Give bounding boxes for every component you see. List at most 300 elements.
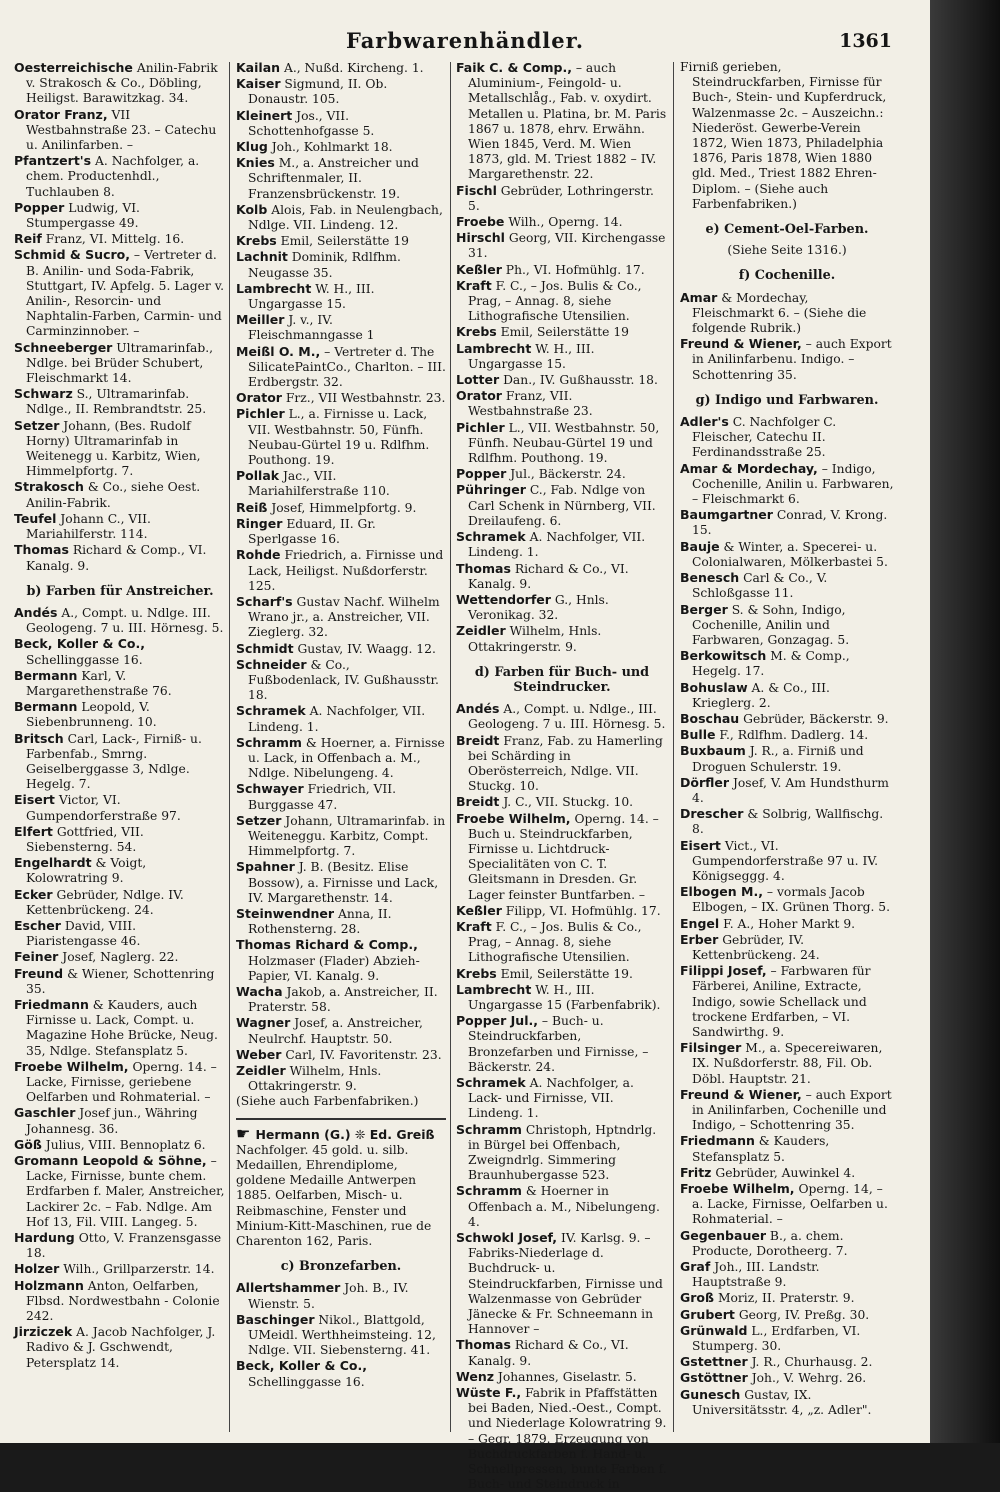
entry-details: W. H., III. Ungargasse 15.: [468, 341, 595, 371]
directory-entry: [14, 511, 226, 542]
directory-entry: [236, 500, 446, 516]
entry-name: Kolb: [236, 201, 268, 217]
entry-name: Froebe: [456, 214, 505, 230]
entry-name: Froebe Wilhelm,: [14, 1058, 129, 1074]
entry-name: Popper: [14, 199, 65, 215]
entry-name: Strakosch: [14, 479, 84, 495]
directory-entry: [236, 781, 446, 812]
entry-details: W. H., III. Ungargasse 15.: [248, 281, 375, 312]
entry-details: Franz, VII. Westbahnstraße 23.: [468, 389, 593, 419]
entry-details: F. C., – Jos. Bulis & Co., Prag, – Annag. 8, siehe Lithografische Utensilien.: [468, 919, 642, 965]
entry-details: Gustav, IV. Waagg. 12.: [297, 641, 436, 656]
entry-details: Emil, Seilerstätte 19: [500, 325, 629, 340]
entry-details: – auch Export in Anilinfarben, Cochenille und Indigo, – Schottenring 35.: [692, 1087, 892, 1133]
directory-entry: [236, 641, 446, 657]
entry-name: Froebe Wilhelm,: [680, 1181, 795, 1197]
cross-reference-note: (Siehe Seite 1316.): [727, 243, 847, 258]
entry-details: Friedrich, a. Firnisse und Lack, Heiligst. Nußdorferstr. 125.: [248, 548, 444, 593]
directory-entry: [680, 1259, 894, 1290]
entry-details: C. Nachfolger C. Fleischer, Catechu II. Ferdinandsstraße 25.: [692, 415, 837, 460]
directory-entry: [236, 1280, 446, 1311]
entry-details: Gottfried, VII. Siebensterng. 54.: [26, 824, 144, 854]
entry-details: A. Nachfolger, a. Lack- und Firnisse, VII. Lindeng. 1.: [468, 1076, 634, 1121]
entry-name: Gstöttner: [680, 1370, 748, 1386]
entry-name: Jirziczek: [14, 1324, 73, 1340]
entry-details: & Solbrig, Wallfischg. 8.: [692, 807, 884, 837]
entry-details: Joh. B., IV. Wienstr. 5.: [248, 1281, 409, 1311]
directory-entry: [680, 727, 894, 743]
directory-entry: [14, 1105, 226, 1136]
section-heading: e) Cement-Oel-Farben.: [705, 222, 869, 238]
entry-details: Carl, IV. Favoritenstr. 23.: [285, 1047, 442, 1062]
entry-name: Erber: [680, 931, 719, 947]
entry-name: Gstettner: [680, 1354, 748, 1370]
entry-details: & Hoerner, a. Firnisse u. Lack, in Offenbach a. M., Ndlge. Nibelungeng. 4.: [248, 735, 445, 781]
entry-name: Fritz: [680, 1164, 712, 1180]
directory-entry: [14, 636, 226, 667]
directory-entry: [236, 406, 446, 468]
directory-entry: [236, 859, 446, 906]
entry-details: Josef, V. Am Hundsthurm 4.: [692, 775, 889, 805]
entry-details: A. Nachfolger, VII. Lindeng. 1.: [248, 704, 426, 734]
directory-entry: [236, 155, 446, 202]
directory-entry: [680, 1087, 894, 1134]
directory-entry: [680, 648, 894, 679]
entry-name: Schmid & Sucro,: [14, 247, 130, 263]
entry-details: Richard & Comp., VI. Kanalg. 9.: [26, 543, 207, 573]
entry-details: Dan., IV. Gußhausstr. 18.: [503, 373, 658, 388]
directory-entry: [14, 418, 226, 480]
entry-details: Gebrüder, Auwinkel 4.: [715, 1165, 856, 1180]
entry-details: Franz, VI. Mittelg. 16.: [45, 232, 185, 247]
entry-name: Friedmann: [680, 1133, 755, 1149]
entry-details: Wilh., Operng. 14.: [508, 215, 623, 230]
section-heading: g) Indigo und Farbwaren.: [695, 392, 879, 408]
directory-entry: [456, 372, 668, 388]
entry-details: Schellinggasse 16.: [26, 652, 143, 667]
entry-details: Wilhelm, Hnls. Ottakringerstr. 9.: [248, 1064, 382, 1094]
directory-entry: [14, 1230, 226, 1261]
entry-details: Victor, VI. Gumpendorferstraße 97.: [26, 793, 181, 823]
directory-entry: [456, 561, 668, 592]
entry-name: Andés: [14, 604, 58, 620]
entry-details: Georg, IV. Preßg. 30.: [738, 1307, 870, 1322]
entry-name: Reiß: [236, 499, 268, 515]
entry-name: Eisert: [14, 792, 55, 808]
entry-details: Wilhelm, Hnls. Ottakringerstr. 9.: [468, 624, 602, 654]
entry-name: Knies: [236, 155, 275, 171]
entry-details: Johann, (Bes. Rudolf Horny) Ultramarinfab in Weitenegg u. Karbitz, Wien, Himmelpfortg. 7.: [26, 418, 201, 479]
directory-entry: [14, 231, 226, 247]
directory-entry: [680, 539, 894, 570]
continuation-text: Firniß gerieben, Steindruckfarben, Firnisse für Buch-, Stein- und Kupferdruck, Walzenmasse 2c. – Auszeichn.: Niederöst. Gewerbe-Verein 1872, Wien 1873, Philadelphia 1876, Paris 1878, Wien 1880 gld. Med., Triest 1882 Ehren-Diplom. – (Siehe auch Farbenfabriken.): [680, 60, 887, 211]
entry-details: L., Erdfarben, VI. Stumperg. 30.: [692, 1323, 861, 1354]
entry-name: Popper: [456, 466, 507, 482]
directory-entry: [456, 278, 668, 325]
entry-name: Pollak: [236, 468, 280, 484]
entry-name: Klug: [236, 139, 268, 155]
entry-name: Schwarz: [14, 386, 73, 402]
entry-name: Krebs: [456, 965, 497, 981]
entry-name: Elbogen M.,: [680, 884, 763, 900]
directory-entry: [14, 107, 226, 154]
entry-details: Richard & Co., VI. Kanalg. 9.: [468, 561, 629, 591]
entry-details: A. Nachfolger, a. chem. Productenhdl., Tuchlauben 8.: [26, 154, 200, 199]
entry-details: – Indigo, Cochenille, Anilin u. Farbwaren, – Fleischmarkt 6.: [692, 461, 894, 507]
entry-name: Baschinger: [236, 1311, 315, 1327]
directory-entry: [456, 811, 668, 903]
entry-details: Joh., V. Wehrg. 26.: [751, 1371, 867, 1386]
entry-details: Gustav, IX. Universitätsstr. 4, „z. Adler".: [692, 1387, 872, 1417]
entry-details: Jac., VII. Mariahilferstraße 110.: [248, 469, 390, 499]
entry-details: & Voigt, Kolowratring 9.: [26, 856, 147, 886]
directory-entry: [680, 884, 894, 915]
directory-entry: [14, 824, 226, 855]
entry-name: Wüste F.,: [456, 1385, 522, 1401]
entry-details: Joh., III. Landstr. Hauptstraße 9.: [692, 1260, 820, 1290]
entry-name: Göß: [14, 1136, 42, 1152]
entry-name: Fischl: [456, 182, 497, 198]
entry-details: M., a. Anstreicher und Schriftenmaler, II. Franzensbrückenstr. 19.: [248, 156, 419, 201]
directory-entry: [680, 290, 894, 337]
entry-details: Operng. 14, – a. Lacke, Firnisse, Oelfarben u. Rohmaterial. –: [692, 1182, 888, 1227]
column-3: [456, 60, 668, 1492]
entry-details: Dominik, Rdlfhm. Neugasse 35.: [248, 250, 401, 280]
book-gutter: [930, 0, 1000, 1443]
entry-name: Graf: [680, 1259, 711, 1275]
entry-details: Franz, Fab. zu Hamerling bei Schärding in Oberösterreich, Ndlge. VII. Stuckg. 10.: [468, 733, 663, 794]
directory-entry: [236, 1358, 446, 1389]
entry-details: Operng. 14. – Lacke, Firnisse, geriebene Oelfarben und Rohmaterial. –: [26, 1059, 217, 1105]
entry-name: Britsch: [14, 730, 64, 746]
entry-name: Orator: [456, 388, 502, 404]
entry-name: Groß: [680, 1290, 715, 1306]
entry-details: Emil, Seilerstätte 19: [280, 234, 409, 249]
column-1: [14, 60, 226, 1435]
directory-entry: [456, 214, 668, 230]
directory-entry: [14, 153, 226, 200]
directory-entry: [236, 344, 446, 391]
directory-entry: [680, 1370, 894, 1386]
directory-entry: [236, 249, 446, 280]
directory-entry: [14, 60, 226, 107]
entry-name: Weber: [236, 1046, 282, 1062]
entry-details: Carl & Co., V. Schloßgasse 11.: [692, 571, 828, 601]
directory-entry: [680, 1307, 894, 1323]
entry-details: Ph., VI. Hofmühlg. 17.: [505, 262, 645, 277]
entry-name: Grubert: [680, 1306, 735, 1322]
directory-entry: [236, 547, 446, 594]
entry-details: Anna, II. Rothensterng. 28.: [248, 906, 392, 937]
entry-name: Lambrecht: [456, 340, 532, 356]
entry-details: IV. Karlsg. 9. – Fabriks-Niederlage d. Buchdruck- u. Steindruckfarben, Firnisse und Walzenmasse von Gebrüder Jänecke & Fr. Schneemann in Hannover –: [468, 1231, 663, 1337]
entry-name: Filsinger: [680, 1040, 742, 1056]
entry-details: – Vertreter d. The SilicatePaintCo., Charlton. – III. Erdbergstr. 32.: [248, 344, 446, 390]
entry-details: Georg, VII. Kirchengasse 31.: [468, 231, 666, 261]
entry-details: Wilh., Grillparzerstr. 14.: [63, 1262, 215, 1277]
continuation-text: (Siehe auch Farbenfabriken.): [236, 1094, 419, 1109]
directory-entry: [680, 461, 894, 508]
entry-name: Popper Jul.,: [456, 1013, 538, 1029]
entry-name: Hardung: [14, 1230, 75, 1246]
entry-details: Nachfolger. 45 gold. u. silb. Medaillen, Ehrendiplome, goldene Medaille Antwerpen 1885. Oelfarben, Misch- u. Reibmaschine, Fenster und Minium-Kitt-Maschinen, rue de Charenton 162, Paris.: [236, 1142, 432, 1249]
entry-name: Grünwald: [680, 1322, 748, 1338]
directory-entry: [456, 1122, 668, 1184]
entry-name: Bermann: [14, 667, 78, 683]
entry-details: Josef, Naglerg. 22.: [62, 950, 179, 965]
directory-entry: [680, 1290, 894, 1306]
directory-entry: [456, 529, 668, 560]
entry-details: J. B. (Besitz. Elise Bossow), a. Firnisse und Lack, IV. Margarethenstr. 14.: [248, 860, 439, 905]
entry-name: Beck, Koller & Co.,: [236, 1358, 367, 1374]
entry-details: A. & Co., III. Krieglerg. 2.: [692, 680, 830, 710]
directory-entry: [236, 1312, 446, 1359]
entry-details: Josef, a. Anstreicher, Neulrchf. Hauptstr. 50.: [248, 1016, 423, 1046]
entry-name: Bauje: [680, 538, 720, 554]
directory-entry: [456, 623, 668, 654]
column-2: [236, 60, 446, 1435]
directory-entry: [14, 855, 226, 886]
entry-name: Kleinert: [236, 107, 293, 123]
entry-name: Wettendorfer: [456, 591, 551, 607]
directory-entry: [456, 482, 668, 529]
directory-entry: [456, 324, 668, 340]
entry-name: Schramek: [456, 1075, 526, 1090]
entry-name: Thomas Richard & Comp.,: [236, 937, 418, 953]
entry-name: Gaschler: [14, 1105, 76, 1121]
entry-name: Benesch: [680, 570, 740, 586]
section-heading: d) Farben für Buch- und Steindrucker.: [474, 664, 650, 695]
entry-details: M. & Comp., Hegelg. 17.: [692, 649, 850, 679]
entry-name: Ecker: [14, 886, 53, 902]
directory-entry: [236, 594, 446, 641]
column-rule: [673, 62, 674, 1432]
entry-details: & Co., siehe Oest. Anilin-Fabrik.: [26, 480, 201, 510]
entry-name: Andés: [456, 701, 500, 717]
entry-details: & Kauders, auch Firnisse u. Lack, Compt. u. Magazine Hohe Brücke, Neug. 35, Ndlge. Stefansplatz 5.: [26, 997, 218, 1058]
entry-details: Josef, Himmelpfortg. 9.: [271, 500, 417, 515]
directory-entry: [14, 1059, 226, 1106]
entry-details: Emil, Seilerstätte 19.: [500, 966, 633, 981]
section-heading: f) Cochenille.: [738, 268, 836, 284]
entry-name: Reif: [14, 231, 42, 247]
directory-entry: [236, 1047, 446, 1063]
directory-entry: [14, 792, 226, 823]
entry-name: Holzer: [14, 1261, 60, 1277]
entry-details: Filipp, VI. Hofmühlg. 17.: [505, 903, 661, 918]
entry-name: Meiller: [236, 312, 285, 328]
page-number: 1361: [839, 30, 892, 52]
entry-details: Sigmund, II. Ob. Donaustr. 105.: [248, 77, 388, 107]
column-4: [680, 60, 894, 1435]
entry-name: Orator Franz,: [14, 106, 108, 122]
entry-details: S. & Sohn, Indigo, Cochenille, Anilin und Farbwaren, Gonzagag. 5.: [692, 602, 850, 647]
entry-name: Eisert: [680, 837, 721, 853]
entry-name: Lambrecht: [236, 280, 312, 296]
directory-entry: [236, 108, 446, 139]
directory-entry: [680, 711, 894, 727]
entry-details: David, VIII. Piaristengasse 46.: [26, 918, 141, 949]
entry-name: Gunesch: [680, 1386, 741, 1402]
entry-details: Carl, Lack-, Firniß- u. Farbenfab., Smrng. Geiselberggasse 3, Ndlge. Hegelg. 7.: [26, 731, 202, 792]
entry-name: Pfantzert's: [14, 153, 92, 169]
entry-name: Froebe Wilhelm,: [456, 810, 571, 826]
entry-name: Dörfler: [680, 774, 730, 790]
entry-details: A., Compt. u. Ndlge., III. Geologeng. 7 u. III. Hörnesg. 5.: [468, 702, 666, 732]
entry-details: L., VII. Westbahnstr. 50, Fünfh. Neubau-Gürtel 19 und Rdlfhm. Pouthong. 19.: [468, 420, 660, 466]
entry-details: Julius, VIII. Bennoplatz 6.: [45, 1137, 206, 1152]
entry-details: Gustav Nachf. Wilhelm Wrano jr., a. Anstreicher, VII. Zieglerg. 32.: [248, 594, 440, 640]
directory-entry: [456, 1369, 668, 1385]
directory-entry: [680, 1228, 894, 1259]
entry-name: Schramm: [456, 1183, 522, 1199]
entry-details: A., Compt. u. Ndlge. III. Geologeng. 7 u. III. Hörnesg. 5.: [26, 605, 224, 636]
directory-entry: [680, 1354, 894, 1370]
entry-name: Schramm: [236, 734, 302, 750]
directory-entry: [456, 1183, 668, 1230]
entry-name: Allertshammer: [236, 1280, 341, 1296]
directory-entry: [14, 1324, 226, 1371]
directory-entry: [236, 139, 446, 155]
column-rule: [450, 62, 451, 1432]
entry-name: Holzmann: [14, 1277, 84, 1293]
entry-name: Baumgartner: [680, 507, 773, 523]
entry-name: Escher: [14, 917, 61, 933]
entry-name: Bermann: [14, 699, 78, 715]
directory-entry: [14, 605, 226, 636]
directory-entry: [236, 657, 446, 704]
directory-entry: [456, 966, 668, 982]
entry-name: Wenz: [456, 1368, 494, 1384]
entry-details: Moriz, II. Praterstr. 9.: [717, 1291, 855, 1306]
directory-entry: [14, 1261, 226, 1277]
entry-name: Krebs: [236, 233, 277, 249]
directory-entry: [456, 592, 668, 623]
entry-name: Zeidler: [456, 623, 506, 639]
entry-details: L., a. Firnisse u. Lack, VII. Westbahnstr. 50, Fünfh. Neubau-Gürtel 19 u. Rdlfhm. Pouthong. 19.: [248, 407, 430, 468]
entry-details: Anilin-Fabrik v. Strakosch & Co., Döbling, Heiligst. Barawitzkag. 34.: [26, 61, 218, 106]
entry-details: & Kauders, Stefansplatz 5.: [692, 1134, 830, 1164]
entry-name: Freund & Wiener,: [680, 1086, 802, 1102]
directory-entry: [680, 680, 894, 711]
entry-name: Setzer: [236, 812, 282, 828]
entry-name: Schneider: [236, 656, 307, 672]
entry-name: Keßler: [456, 902, 502, 918]
directory-entry: [456, 60, 668, 183]
directory-entry: [14, 200, 226, 231]
entry-name: Zeidler: [236, 1063, 286, 1078]
entry-details: & Mordechay, Fleischmarkt 6. – (Siehe die folgende Rubrik.): [692, 290, 867, 336]
entry-details: Karl, V. Margarethenstraße 76.: [26, 668, 172, 698]
advertisement-entry: [236, 1118, 446, 1250]
directory-entry: [456, 903, 668, 919]
directory-entry: [680, 743, 894, 774]
directory-entry: [456, 982, 668, 1013]
entry-name: Pichler: [236, 406, 285, 422]
directory-entry: [236, 390, 446, 406]
entry-name: Schwokl Josef,: [456, 1230, 558, 1246]
entry-name: Feiner: [14, 949, 59, 965]
entry-name: Scharf's: [236, 593, 293, 609]
entry-details: Conrad, V. Krong. 15.: [692, 508, 888, 538]
entry-details: Gebrüder, IV. Kettenbrückeng. 24.: [692, 932, 820, 962]
entry-details: VII Westbahnstraße 23. – Catechu u. Anilinfarben. –: [26, 107, 217, 153]
entry-details: & Wiener, Schottenring 35.: [26, 966, 215, 996]
directory-entry: [680, 1387, 894, 1418]
directory-entry: [14, 668, 226, 699]
entry-name: Gromann Leopold & Söhne,: [14, 1153, 207, 1169]
entry-details: F. C., – Jos. Bulis & Co., Prag, – Annag. 8, siehe Lithografische Utensilien.: [468, 278, 642, 324]
entry-details: Ultramarinfab., Ndlge. bei Brüder Schubert, Fleischmarkt 14.: [26, 340, 214, 386]
entry-details: – Vertreter d. B. Anilin- und Soda-Fabrik, Stuttgart, IV. Apfelg. 5. Lager v. Anilin-, Resorcin- und Naphtalin-Farben, Carmin- und Carminzinnober. –: [26, 248, 225, 339]
entry-details: Gebrüder, Bäckerstr. 9.: [743, 711, 889, 726]
entry-details: – Buch- u. Steindruckfarben, Bronzefarben und Firnisse, – Bäckerstr. 24.: [468, 1014, 649, 1074]
entry-name: Berkowitsch: [680, 648, 767, 664]
directory-entry: [236, 312, 446, 343]
entry-name: Rohde: [236, 547, 281, 563]
directory-entry: [14, 479, 226, 510]
directory-entry: [236, 76, 446, 107]
entry-name: Schwayer: [236, 781, 304, 797]
directory-entry: [456, 701, 668, 732]
directory-entry: [680, 507, 894, 538]
entry-name: Meißl O. M.,: [236, 343, 321, 359]
entry-details: Gebrüder, Ndlge. IV. Kettenbrückeng. 24.: [26, 887, 184, 917]
entry-details: – Lacke, Firnisse, bunte chem. Erdfarben f. Maler, Anstreicher, Lackirer 2c. – Fab. Ndlge. Am Hof 13, Fil. VIII. Langeg. 5.: [26, 1154, 225, 1229]
entry-name: Amar & Mordechay,: [680, 460, 818, 476]
entry-details: A. Nachfolger, VII. Lindeng. 1.: [468, 530, 646, 560]
directory-entry: [236, 516, 446, 547]
directory-entry: [14, 1153, 226, 1230]
entry-name: Engel: [680, 915, 720, 931]
directory-entry: [14, 247, 226, 339]
entry-name: Krebs: [456, 324, 497, 340]
entry-name: Berger: [680, 601, 728, 617]
section-heading: c) Bronzefarben.: [280, 1259, 402, 1275]
directory-entry: [456, 733, 668, 795]
entry-name: Kraft: [456, 277, 492, 293]
directory-entry: [236, 202, 446, 233]
directory-entry: [14, 949, 226, 965]
entry-name: Keßler: [456, 261, 502, 277]
directory-entry: [14, 997, 226, 1059]
directory-entry: [456, 794, 668, 810]
entry-details: Eduard, II. Gr. Sperlgasse 16.: [248, 516, 376, 547]
entry-details: Jakob, a. Anstreicher, II. Praterstr. 58.: [248, 984, 438, 1015]
directory-entry: [680, 414, 894, 461]
entry-name: Schramek: [456, 529, 526, 545]
directory-entry: [236, 984, 446, 1015]
entry-name: Lotter: [456, 372, 500, 388]
entry-details: A. Jacob Nachfolger, J. Radivo & J. Gschwendt, Petersplatz 14.: [26, 1325, 216, 1370]
entry-details: Vict., VI. Gumpendorferstraße 97 u. IV. Königseggg. 4.: [692, 838, 878, 883]
entry-details: Josef jun., Währing Johannesg. 36.: [26, 1106, 198, 1136]
entry-name: Hermann (G.) ❊ Ed. Greiß: [255, 1126, 435, 1142]
entry-details: Johannes, Giselastr. 5.: [497, 1369, 637, 1384]
directory-entry: [236, 813, 446, 860]
entry-name: Schmidt: [236, 640, 294, 656]
directory-entry: [456, 420, 668, 467]
directory-entry: [456, 341, 668, 372]
entry-name: Lachnit: [236, 249, 288, 265]
entry-name: Lambrecht: [456, 981, 532, 997]
entry-details: S., Ultramarinfab. Ndlge., II. Rembrandtstr. 25.: [26, 387, 207, 417]
directory-entry: [456, 1230, 668, 1337]
directory-entry: [14, 1278, 226, 1325]
entry-details: – auch Export in Anilinfarbenu. Indigo. – Schottenring 35.: [692, 337, 892, 382]
entry-name: Bulle: [680, 727, 716, 743]
directory-entry: [236, 468, 446, 499]
